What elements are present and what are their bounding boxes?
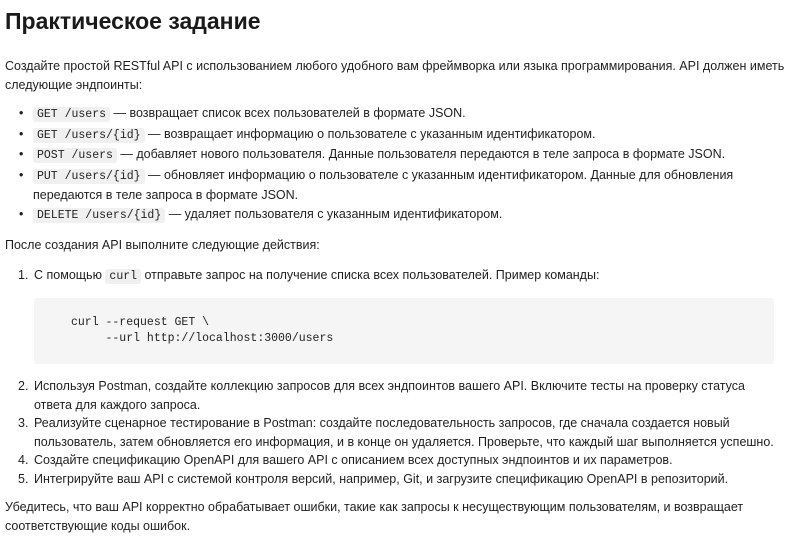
step-number: 5. bbox=[18, 471, 29, 486]
step-number: 3. bbox=[18, 416, 29, 430]
step-item bbox=[18, 451, 786, 470]
steps-list bbox=[5, 266, 786, 489]
step-item bbox=[18, 414, 786, 451]
list-item bbox=[19, 166, 786, 205]
step-text: Интегрируйте ваш API с системой контроля версий, например, Git, и загрузите спецификацию OpenAPI в репозиторий. bbox=[34, 471, 729, 486]
bullet-icon: • bbox=[19, 147, 24, 161]
step-text-after: отправьте запрос на получение списка всех пользователей. Пример команды: bbox=[141, 267, 600, 282]
step-text-before: С помощью bbox=[34, 267, 106, 282]
page-title: Практическое задание bbox=[5, 8, 261, 34]
step-item bbox=[18, 470, 786, 489]
step-text: Реализуйте сценарное тестирование в Postman: создайте последовательность запросов, где сначала создается новый пользователь, затем обновляется его информация, и в конце он удаляется. Проверьте, что каждый шаг выполняется успешно. bbox=[34, 416, 774, 449]
bullet-icon: • bbox=[19, 167, 24, 182]
bullet-icon: • bbox=[19, 126, 24, 141]
endpoint-code: GET /users/{id} bbox=[33, 128, 145, 143]
endpoint-code: DELETE /users/{id} bbox=[33, 208, 165, 223]
endpoint-description: — возвращает список всех пользователей в формате JSON. bbox=[110, 106, 466, 120]
list-item bbox=[19, 104, 786, 125]
list-item bbox=[19, 125, 786, 146]
step-text: Используя Postman, создайте коллекцию запросов для всех эндпоинтов вашего API. Включите тесты на проверку статуса ответа для каждого запроса. bbox=[34, 379, 745, 412]
step-number: 1. bbox=[18, 267, 29, 282]
bullet-icon: • bbox=[19, 106, 24, 120]
endpoint-description: — удаляет пользователя с указанным идентификатором. bbox=[165, 206, 503, 221]
endpoint-description: — добавляет нового пользователя. Данные пользователя передаются в теле запроса в формате JSON. bbox=[116, 147, 726, 161]
list-item bbox=[19, 145, 786, 166]
intro-paragraph: Создайте простой RESTful API с использованием любого удобного вам фреймворка или языка программирования. API должен иметь следующие эндпоинты: bbox=[5, 59, 785, 92]
step-text: Создайте спецификацию OpenAPI для вашего API с описанием всех доступных эндпоинтов и их параметров. bbox=[34, 453, 673, 467]
step-number: 4. bbox=[18, 453, 29, 467]
list-item bbox=[19, 205, 786, 226]
step-item bbox=[18, 266, 786, 365]
endpoint-list bbox=[5, 104, 786, 225]
closing-paragraph: Убедитесь, что ваш API корректно обрабатывает ошибки, такие как запросы к несуществующим пользователям, и возвращает соответствующие коды ошибок. bbox=[5, 500, 744, 533]
endpoint-description: — возвращает информацию о пользователе с указанным идентификатором. bbox=[144, 126, 596, 141]
endpoint-code: POST /users bbox=[33, 148, 117, 163]
endpoint-code: PUT /users/{id} bbox=[33, 169, 145, 184]
step-item bbox=[18, 377, 786, 414]
step-number: 2. bbox=[18, 379, 29, 393]
bullet-icon: • bbox=[19, 206, 24, 221]
endpoint-description: — обновляет информацию о пользователе с указанным идентификатором. Данные для обновления передаются в теле запроса в формате JSON. bbox=[33, 167, 734, 202]
inline-code: curl bbox=[105, 269, 141, 284]
code-block[interactable]: curl --request GET \ --url http://localhost:3000/users bbox=[34, 298, 774, 364]
steps-heading: После создания API выполните следующие действия: bbox=[5, 238, 320, 252]
endpoint-code: GET /users bbox=[33, 107, 110, 122]
